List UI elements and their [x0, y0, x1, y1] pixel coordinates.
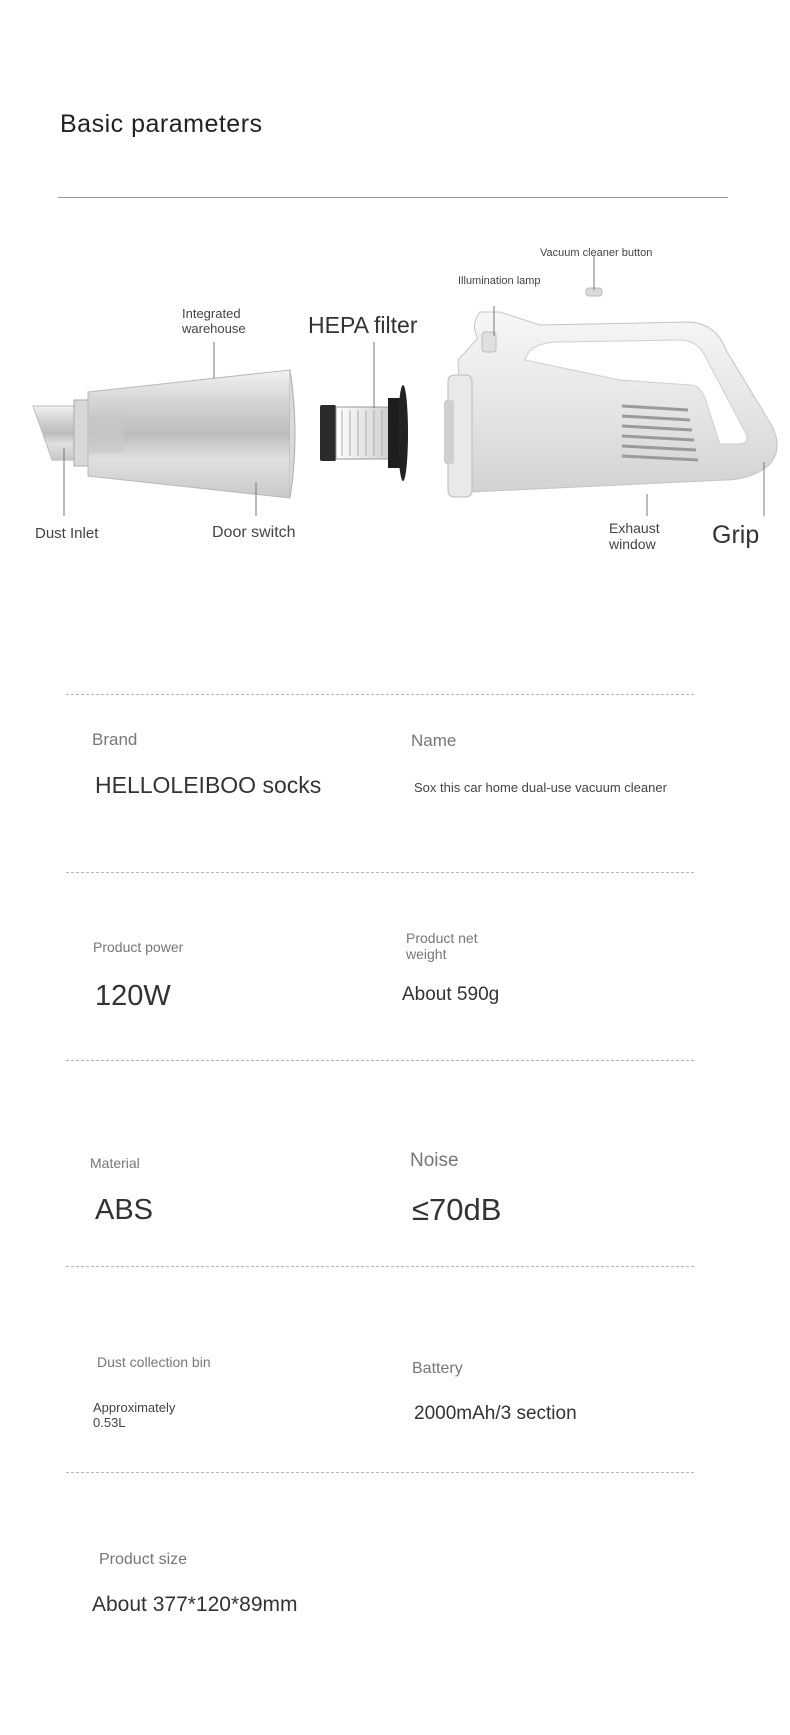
row-divider: [66, 1472, 694, 1473]
brand-label: Brand: [92, 730, 138, 749]
dust-container-part: [88, 370, 295, 498]
size-label: Product size: [99, 1551, 188, 1568]
battery-label: Battery: [412, 1360, 463, 1377]
product-diagram: [0, 230, 790, 580]
battery-value: 2000mAh/3 section: [414, 1403, 577, 1424]
label-vacuum-button: Vacuum cleaner button: [540, 247, 653, 259]
size-value: About 377*120*89mm: [92, 1593, 298, 1616]
row-divider: [66, 1266, 694, 1267]
weight-label: Product net weight: [406, 930, 478, 962]
material-value: ABS: [95, 1194, 154, 1226]
row-divider: [66, 694, 694, 695]
label-door-switch: Door switch: [212, 524, 296, 541]
label-grip: Grip: [712, 521, 760, 549]
dustbin-label: Dust collection bin: [97, 1354, 211, 1370]
label-integrated-warehouse: Integrated warehouse: [182, 306, 246, 336]
title-divider: [58, 197, 728, 198]
dustbin-value: Approximately 0.53L: [93, 1400, 176, 1430]
power-label: Product power: [93, 939, 184, 955]
row-divider: [66, 872, 694, 873]
material-label: Material: [90, 1155, 140, 1171]
label-dust-inlet: Dust Inlet: [35, 525, 99, 542]
page-title: Basic parameters: [60, 110, 263, 138]
power-value: 120W: [95, 980, 171, 1012]
label-hepa-filter: HEPA filter: [308, 312, 418, 338]
label-exhaust-window: Exhaust window: [609, 520, 660, 552]
noise-value: ≤70dB: [412, 1192, 502, 1227]
label-illumination-lamp: Illumination lamp: [458, 275, 541, 287]
dust-inlet-part: [33, 400, 88, 466]
noise-label: Noise: [410, 1150, 459, 1171]
name-label: Name: [411, 731, 457, 750]
hepa-filter-part: [320, 385, 408, 481]
brand-value: HELLOLEIBOO socks: [95, 772, 322, 798]
weight-value: About 590g: [402, 984, 500, 1005]
name-value: Sox this car home dual-use vacuum cleaner: [414, 780, 667, 795]
row-divider: [66, 1060, 694, 1061]
